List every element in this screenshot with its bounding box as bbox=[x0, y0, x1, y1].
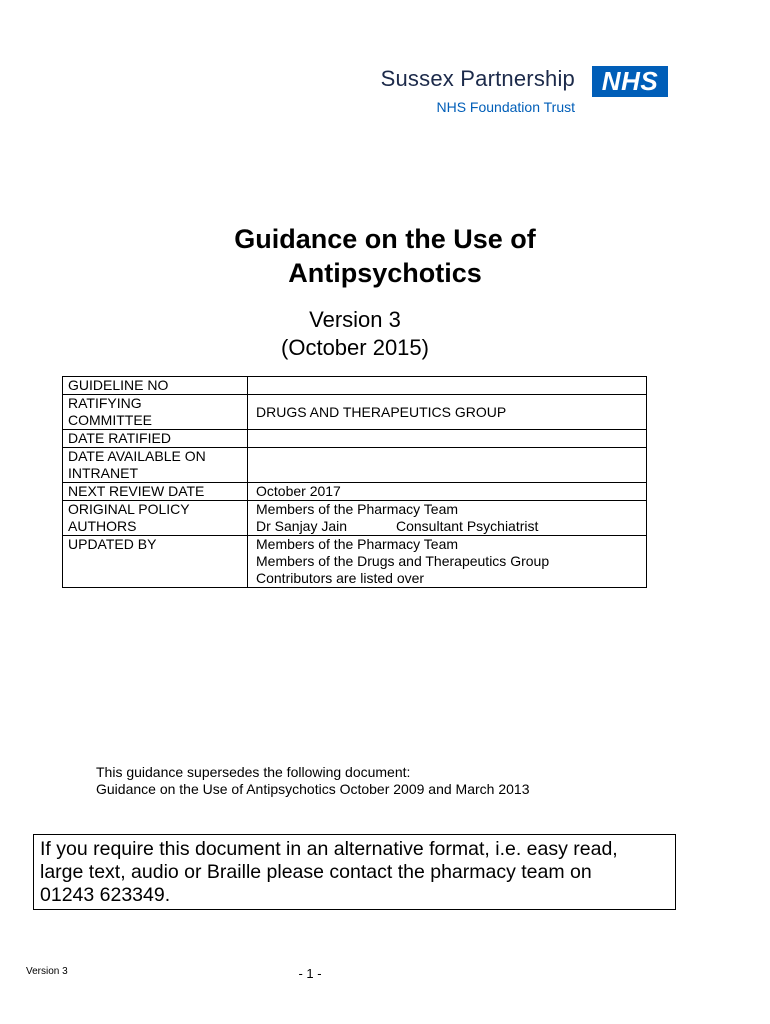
table-row bbox=[63, 377, 647, 395]
supersedes-line-2: Guidance on the Use of Antipsychotics October 2009 and March 2013 bbox=[96, 781, 530, 797]
intranet-label-line-1: DATE AVAILABLE ON bbox=[68, 448, 206, 464]
document-title bbox=[0, 222, 770, 290]
updated-value-line-3: Contributors are listed over bbox=[256, 570, 425, 586]
updated-by-label: UPDATED BY bbox=[63, 536, 248, 588]
intranet-date-value bbox=[248, 448, 647, 483]
notice-line-3: 01243 623349. bbox=[40, 884, 171, 906]
review-date-label: NEXT REVIEW DATE bbox=[63, 483, 248, 501]
table-row bbox=[63, 483, 647, 501]
table-row bbox=[63, 536, 647, 588]
updated-value-line-2: Members of the Drugs and Therapeutics Group bbox=[256, 553, 550, 569]
authors-label-line-1: ORIGINAL POLICY bbox=[68, 501, 190, 517]
nhs-logo-mark: NHS bbox=[592, 66, 668, 97]
review-date-value: October 2017 bbox=[248, 483, 647, 501]
updated-value-line-1: Members of the Pharmacy Team bbox=[256, 536, 459, 552]
date-ratified-value bbox=[248, 430, 647, 448]
document-metadata-table bbox=[62, 376, 647, 588]
ratifying-label-line-1: RATIFYING bbox=[68, 395, 142, 411]
version-date: (October 2015) bbox=[281, 335, 429, 360]
table-row bbox=[63, 501, 647, 536]
authors-label-line-2: AUTHORS bbox=[68, 518, 137, 534]
date-ratified-label: DATE RATIFIED bbox=[63, 430, 248, 448]
table-row bbox=[63, 395, 647, 430]
ratifying-committee-value: DRUGS AND THERAPEUTICS GROUP bbox=[248, 395, 647, 430]
original-authors-value bbox=[248, 501, 647, 536]
title-line-2: Antipsychotics bbox=[288, 258, 482, 288]
intranet-date-label bbox=[63, 448, 248, 483]
original-authors-label bbox=[63, 501, 248, 536]
page-number: - 1 - bbox=[298, 966, 322, 981]
updated-by-value bbox=[248, 536, 647, 588]
footer-version: Version 3 bbox=[26, 966, 68, 977]
title-line-1: Guidance on the Use of bbox=[234, 224, 536, 254]
alternative-format-notice bbox=[33, 834, 676, 910]
author-role: Consultant Psychiatrist bbox=[396, 518, 539, 534]
authors-value-line-1: Members of the Pharmacy Team bbox=[256, 501, 459, 517]
logo-org-name: Sussex Partnership bbox=[380, 66, 575, 91]
ratifying-label-line-2: COMMITTEE bbox=[68, 412, 152, 428]
intranet-label-line-2: INTRANET bbox=[68, 465, 138, 481]
author-name: Dr Sanjay Jain bbox=[256, 518, 348, 534]
table-row bbox=[63, 430, 647, 448]
supersedes-note bbox=[96, 764, 530, 798]
logo-trust-name: NHS Foundation Trust bbox=[436, 99, 575, 115]
version-block bbox=[0, 306, 710, 362]
version-number: Version 3 bbox=[309, 307, 401, 332]
authors-value-line-2 bbox=[256, 518, 641, 535]
guideline-no-value bbox=[248, 377, 647, 395]
ratifying-committee-label bbox=[63, 395, 248, 430]
table-row bbox=[63, 448, 647, 483]
guideline-no-label: GUIDELINE NO bbox=[63, 377, 248, 395]
notice-line-1: If you require this document in an alternative format, i.e. easy read, bbox=[40, 838, 618, 860]
supersedes-line-1: This guidance supersedes the following document: bbox=[96, 764, 411, 780]
notice-line-2: large text, audio or Braille please contact the pharmacy team on bbox=[40, 861, 592, 883]
